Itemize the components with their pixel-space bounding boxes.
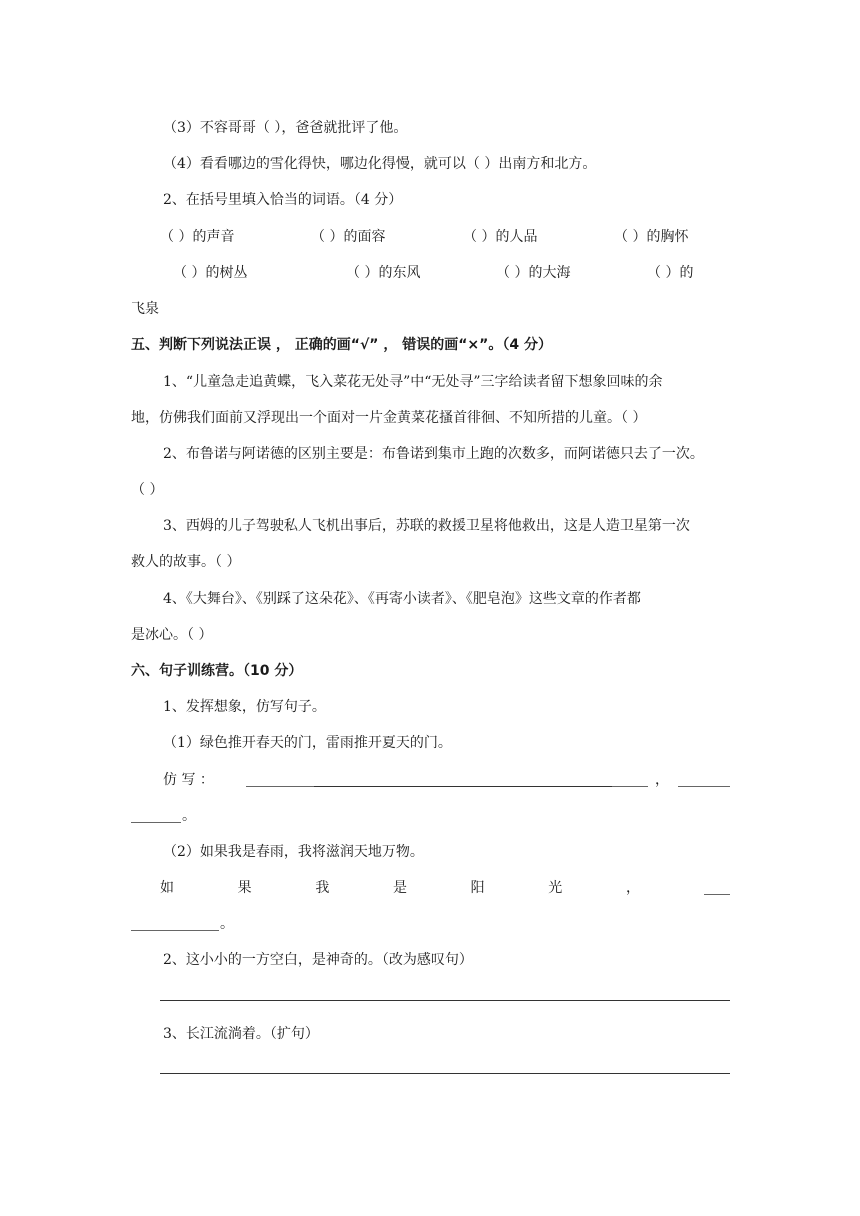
answer-line[interactable] (678, 786, 730, 787)
judge-2-line2: （ ） (131, 482, 164, 498)
sentence-1-1: （1）绿色推开春天的门，雷雨推开夏天的门。 (163, 735, 452, 751)
sentence-2: 2、这小小的一方空白，是神奇的。（改为感叹句） (163, 952, 473, 968)
period: 。 (220, 916, 234, 932)
section-5-title: 五、判断下列说法正误 ， 正确的画“√” ， 错误的画“×”。（4 分） (131, 337, 552, 353)
char: 是 (392, 880, 407, 896)
judge-4-line1: 4、《大舞台》、《别踩了这朵花》、《再寄小读者》、《肥皂泡》这些文章的作者都 (163, 591, 641, 607)
answer-line[interactable] (131, 822, 181, 823)
imitate-label: 仿 写 ： (163, 772, 214, 788)
sentence-1: 1、发挥想象，仿写句子。 (163, 699, 326, 715)
word-item: （ ）的大海 (496, 265, 571, 281)
answer-line[interactable] (160, 1000, 730, 1001)
question-2-fill-words: 2、在括号里填入恰当的词语。（4 分） (163, 192, 403, 208)
sentence-1-2: （2）如果我是春雨，我将滋润天地万物。 (163, 844, 424, 860)
word-item: （ ）的声音 (160, 229, 235, 245)
judge-2-line1: 2、布鲁诺与阿诺德的区别主要是：布鲁诺到集市上跑的次数多，而阿诺德只去了一次。 (163, 446, 704, 462)
answer-line-bold (314, 786, 612, 787)
comma: ， (655, 772, 669, 788)
word-item: （ ）的人品 (463, 229, 538, 245)
word-item-wrap: 飞泉 (131, 301, 159, 317)
char: 我 (315, 880, 330, 896)
period: 。 (182, 808, 196, 824)
char: 如 (160, 880, 174, 896)
judge-1-line2: 地，仿佛我们面前又浮现出一个面对一片金黄菜花搔首徘徊、不知所措的儿童。（ ） (131, 410, 647, 426)
answer-line[interactable] (160, 1073, 730, 1074)
word-item: （ ）的树丛 (173, 265, 248, 281)
answer-line[interactable] (131, 930, 219, 931)
word-item: （ ）的 (647, 265, 694, 281)
char: ， (625, 880, 640, 896)
answer-line[interactable] (704, 894, 730, 895)
question-4-4: （4）看看哪边的雪化得快，哪边化得慢，就可以（ ）出南方和北方。 (163, 156, 597, 172)
spread-sentence (160, 878, 640, 898)
section-6-title: 六、句子训练营。（10 分） (131, 663, 303, 679)
word-item: （ ）的面容 (311, 229, 386, 245)
word-item: （ ）的东风 (346, 265, 421, 281)
judge-1-line1: 1、“儿童急走追黄蝶，飞入菜花无处寻”中“无处寻”三字给读者留下想象回味的余 (163, 374, 663, 390)
word-item: （ ）的胸怀 (614, 229, 689, 245)
question-4-3: （3）不容哥哥（ ），爸爸就批评了他。 (163, 120, 408, 136)
judge-4-line2: 是冰心。（ ） (131, 627, 213, 643)
judge-3-line1: 3、西姆的儿子驾驶私人飞机出事后，苏联的救援卫星将他救出，这是人造卫星第一次 (163, 518, 690, 534)
char: 光 (548, 880, 563, 896)
char: 阳 (470, 880, 485, 896)
judge-3-line2: 救人的故事。（ ） (131, 554, 241, 570)
sentence-3: 3、长江流淌着。（扩句） (163, 1026, 319, 1042)
char: 果 (237, 880, 252, 896)
